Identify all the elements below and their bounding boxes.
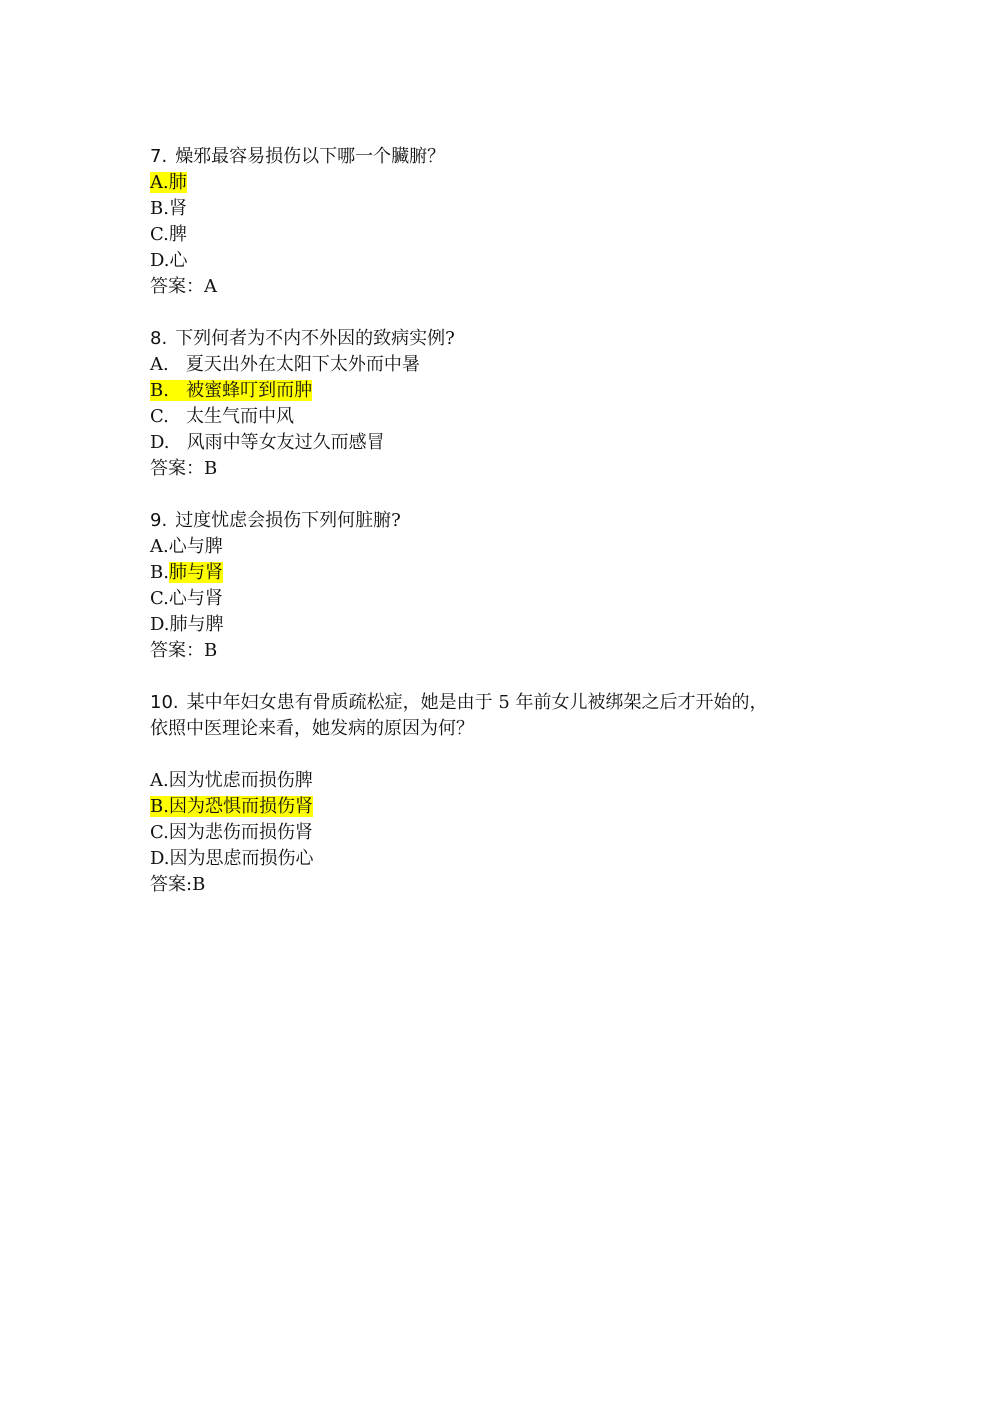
question-title (150, 690, 850, 716)
option-text: 肺与肾 (168, 562, 223, 583)
option-text: 因为思虑而损伤心 (169, 848, 314, 869)
option-a (150, 534, 850, 560)
option-text: 肺 (168, 172, 187, 193)
option-letter: B. (150, 198, 169, 219)
option-text: 因为悲伤而损伤肾 (168, 822, 313, 843)
option-letter: B. (150, 562, 169, 583)
option-c (150, 820, 850, 846)
question-number: 10. (150, 692, 179, 713)
option-text: 心与脾 (168, 536, 223, 557)
option-text: 风雨中等女友过久而感冒 (186, 432, 385, 453)
option-text: 因为忧虑而损伤脾 (168, 770, 313, 791)
option-text: 心与肾 (168, 588, 223, 609)
option-letter: B. (150, 796, 169, 817)
option-c (150, 586, 850, 612)
question-number: 7. (150, 146, 168, 167)
option-d (150, 430, 850, 456)
option-text: 肾 (168, 198, 187, 219)
option-d (150, 248, 850, 274)
option-letter: C. (150, 224, 169, 245)
option-letter: D. (150, 250, 170, 271)
option-b (150, 794, 850, 820)
option-d (150, 846, 850, 872)
option-letter: A. (150, 172, 169, 193)
option-c (150, 222, 850, 248)
question-text-continued: 依照中医理论来看，她发病的原因为何？ (150, 718, 474, 739)
question-text: 下列何者为不内不外因的致病实例? (175, 328, 455, 349)
option-text: 被蜜蜂叮到而肿 (186, 380, 313, 401)
option-letter: D. (150, 848, 170, 869)
question-title (150, 326, 850, 352)
option-a (150, 768, 850, 794)
option-letter: D. (150, 614, 170, 635)
answer-line: 答案：B (150, 458, 218, 479)
option-a (150, 170, 850, 196)
question-text: 某中年妇女患有骨质疏松症，她是由于 5 年前女儿被绑架之后才开始的， (186, 692, 768, 713)
question-9 (150, 508, 850, 664)
option-letter: C. (150, 588, 169, 609)
option-d (150, 612, 850, 638)
option-letter: A. (150, 770, 169, 791)
question-10 (150, 690, 850, 898)
question-text: 过度忧虑会损伤下列何脏腑? (175, 510, 401, 531)
question-text: 燥邪最容易损伤以下哪一个臟腑？ (175, 146, 446, 167)
option-text: 肺与脾 (169, 614, 224, 635)
option-letter: D. (150, 432, 170, 453)
option-text: 心 (169, 250, 188, 271)
question-title (150, 508, 850, 534)
answer-line: 答案：A (150, 276, 217, 297)
question-title (150, 144, 850, 170)
option-text: 夏天出外在太阳下太外而中暑 (185, 354, 420, 375)
option-letter: A. (150, 536, 169, 557)
option-b (150, 196, 850, 222)
answer-line: 答案:B (150, 874, 206, 895)
option-b (150, 378, 850, 404)
option-text: 因为恐惧而损伤肾 (168, 796, 313, 817)
option-a (150, 352, 850, 378)
answer-line: 答案：B (150, 640, 218, 661)
option-letter: B. (150, 380, 169, 401)
option-text: 脾 (168, 224, 187, 245)
question-8 (150, 326, 850, 482)
option-b (150, 560, 850, 586)
option-c (150, 404, 850, 430)
question-number: 9. (150, 510, 168, 531)
question-number: 8. (150, 328, 168, 349)
option-text: 太生气而中风 (186, 406, 295, 427)
option-letter: A. (150, 354, 169, 375)
question-7 (150, 144, 850, 300)
option-letter: C. (150, 406, 169, 427)
option-letter: C. (150, 822, 169, 843)
blank-line (150, 742, 850, 768)
